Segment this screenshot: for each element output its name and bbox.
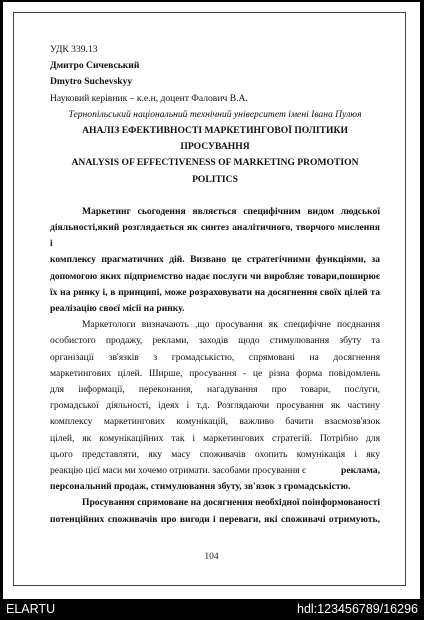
udk-code: УДК 339.13 [50, 44, 98, 55]
paragraph-line: діяльності,який розглядається як синтез аналітичного, творчого мислення і [50, 222, 380, 250]
paragraph-2 [50, 317, 380, 495]
handle-id: hdl:123456789/16296 [297, 602, 418, 616]
paragraph-line: маркетингових цілей. Ширше, просування - це різна форма повідомлень [50, 367, 380, 379]
article-content [50, 42, 380, 528]
paragraph-line: Маркетологи визначають ,що просування як специфічне поєднання [82, 319, 380, 331]
title-en-line-2: POLITICS [192, 173, 238, 185]
title-en-line-1: ANALYSIS OF EFFECTIVENESS OF MARKETING PROMOTION [71, 157, 359, 169]
footer-bar [0, 599, 424, 620]
paragraph-line-bold: реклама, [341, 465, 380, 477]
paragraph-line: організації зв'язків з громадськістю, спрямовані на досягнення [50, 351, 380, 363]
author-en: Dmytro Suchevskyy [50, 76, 133, 88]
supervisor: Науковий керівник – к.е.н, доцент Фалович В.А. [50, 92, 248, 104]
paragraph-line: персональний продаж, стимулювання збуту, зв'язок з громадськістю. [50, 481, 351, 493]
title-ua-line-2: ПРОСУВАННЯ [180, 141, 250, 153]
university: Тернопільський національний технічний університет імені Івана Пулюя [68, 108, 362, 120]
paragraph-line: їх на ринку і, в принципі, може розраховувати на досягнення своїх цілей та [50, 286, 380, 298]
paragraph-line: цілей, як комунікаційних так і маркетингових стратегій. Потрібно для [50, 432, 380, 444]
paragraph-1 [50, 204, 380, 317]
paragraph-line: комплексу прагматичних дій. Визвано це стратегічними функціями, за [50, 254, 380, 266]
paragraph-line: цього представляти, яку масу споживачів охопить комунікація і яку [50, 448, 380, 460]
paragraph-line-text: реакцію цієї маси ми хочемо отримати. засобами просування є [50, 465, 307, 477]
repository-name: ELARTU [6, 602, 56, 616]
paragraph-line: громадської діяльності, ідеях і т.д. Розглядаючи просування як частину [50, 400, 380, 412]
paragraph-line: Просування спрямоване на досягнення необхідної поінформованості [82, 497, 380, 509]
paragraph-line: реалізацію своєї місії на ринку. [50, 303, 185, 315]
paragraph-line: для інформації, переконання, нагадування про товари, послуги, [50, 384, 380, 396]
page-number: 104 [204, 552, 219, 562]
paragraph-line: Маркетинг сьогодення являється специфічним видом людської [82, 205, 380, 217]
title-ua-line-1: АНАЛІЗ ЕФЕКТИВНОСТІ МАРКЕТИНГОВОЇ ПОЛІТИКИ [82, 125, 348, 137]
paragraph-3 [50, 495, 380, 527]
document-page [3, 2, 420, 599]
paragraph-line: допомогою яких підприємство надає послуги чи виробляє товари,поширює [50, 270, 380, 282]
paragraph-line: комплексу маркетингових комунікацій, важливо бачити взаємозв'язок [50, 416, 380, 428]
paragraph-line [50, 463, 380, 479]
paragraph-line: особистого продажу, реклами, заходів щодо стимулювання збуту та [50, 335, 380, 347]
author-ua: Дмитро Сичевський [50, 60, 140, 72]
paragraph-line: потенційних споживачів про вигоди і переваги, які споживачі отримують, [50, 513, 380, 525]
